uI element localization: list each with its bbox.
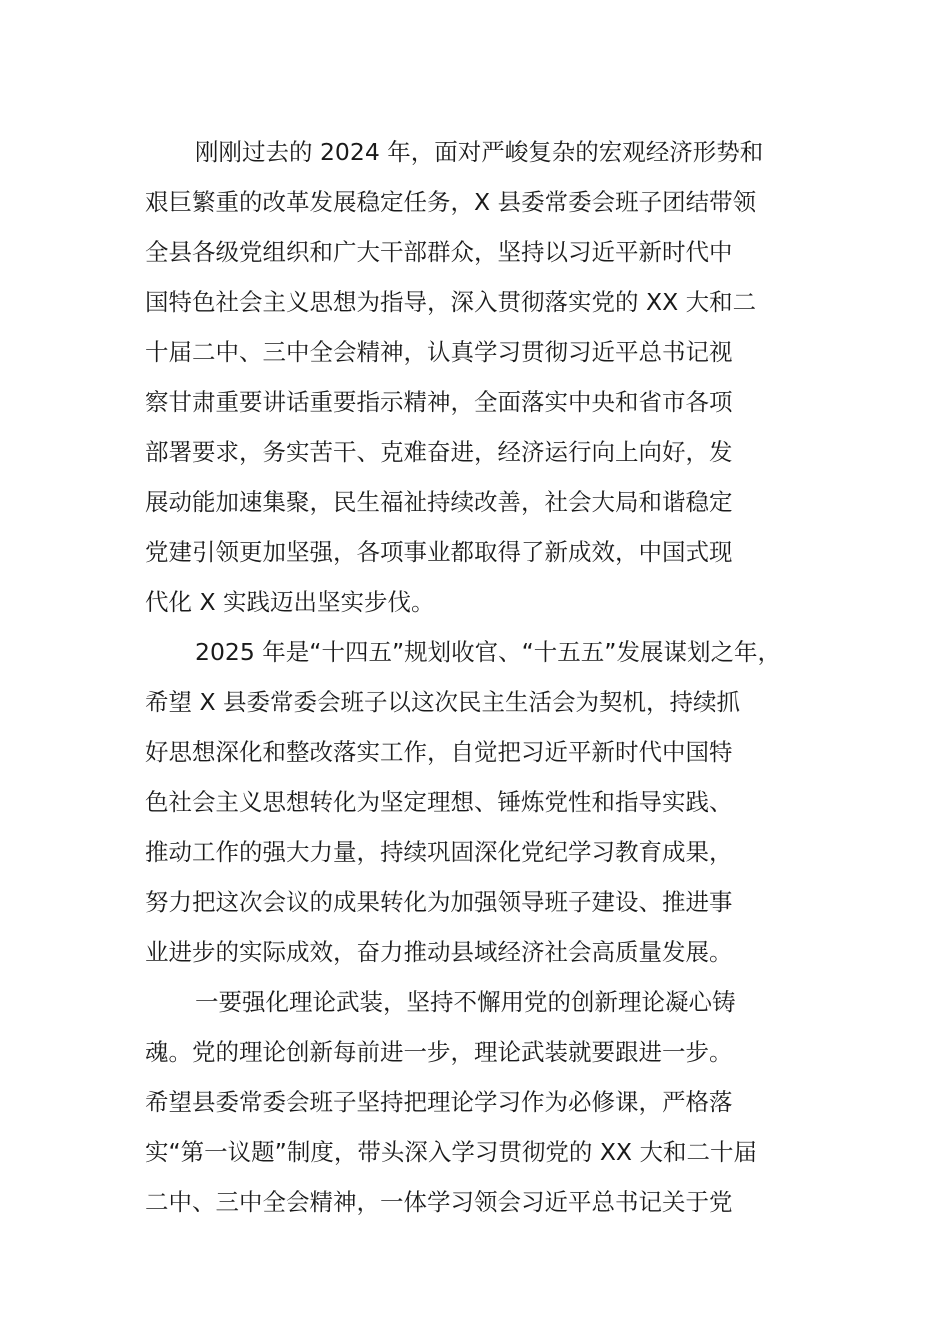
paragraph-line: 国特色社会主义思想为指导，深入贯彻落实党的 XX 大和二: [145, 288, 757, 316]
paragraph-line: 部署要求，务实苦干、克难奋进，经济运行向上向好，发: [145, 438, 733, 466]
paragraph-2: [145, 627, 810, 977]
paragraph-line: 推动工作的强大力量，持续巩固深化党纪学习教育成果，: [145, 838, 733, 866]
paragraph-line: 代化 X 实践迈出坚实步伐。: [145, 588, 435, 616]
paragraph-line: 希望 X 县委常委会班子以这次民主生活会为契机，持续抓: [145, 688, 741, 716]
paragraph-line: 刚刚过去的 2024 年，面对严峻复杂的宏观经济形势和: [195, 138, 764, 166]
paragraph-1: [145, 127, 810, 627]
paragraph-line: 十届二中、三中全会精神，认真学习贯彻习近平总书记视: [145, 338, 733, 366]
paragraph-line: 展动能加速集聚，民生福祉持续改善，社会大局和谐稳定: [145, 488, 733, 516]
paragraph-line: 一要强化理论武装，坚持不懈用党的创新理论凝心铸: [195, 988, 736, 1016]
paragraph-line: 二中、三中全会精神，一体学习领会习近平总书记关于党: [145, 1188, 733, 1216]
paragraph-line: 魂。党的理论创新每前进一步，理论武装就要跟进一步。: [145, 1038, 733, 1066]
paragraph-line: 努力把这次会议的成果转化为加强领导班子建设、推进事: [145, 888, 733, 916]
paragraph-line: 党建引领更加坚强，各项事业都取得了新成效，中国式现: [145, 538, 733, 566]
paragraph-3: [145, 977, 810, 1227]
paragraph-line: 希望县委常委会班子坚持把理论学习作为必修课，严格落: [145, 1088, 733, 1116]
paragraph-line: 艰巨繁重的改革发展稳定任务，X 县委常委会班子团结带领: [145, 188, 757, 216]
paragraph-line: 2025 年是“十四五”规划收官、“十五五”发展谋划之年，: [195, 638, 781, 666]
paragraph-line: 色社会主义思想转化为坚定理想、锤炼党性和指导实践、: [145, 788, 733, 816]
paragraph-line: 好思想深化和整改落实工作，自觉把习近平新时代中国特: [145, 738, 733, 766]
paragraph-line: 业进步的实际成效，奋力推动县域经济社会高质量发展。: [145, 938, 733, 966]
paragraph-line: 实“第一议题”制度，带头深入学习贯彻党的 XX 大和二十届: [145, 1138, 757, 1166]
paragraph-line: 全县各级党组织和广大干部群众，坚持以习近平新时代中: [145, 238, 733, 266]
paragraph-line: 察甘肃重要讲话重要指示精神，全面落实中央和省市各项: [145, 388, 733, 416]
document-body: [145, 127, 810, 1227]
